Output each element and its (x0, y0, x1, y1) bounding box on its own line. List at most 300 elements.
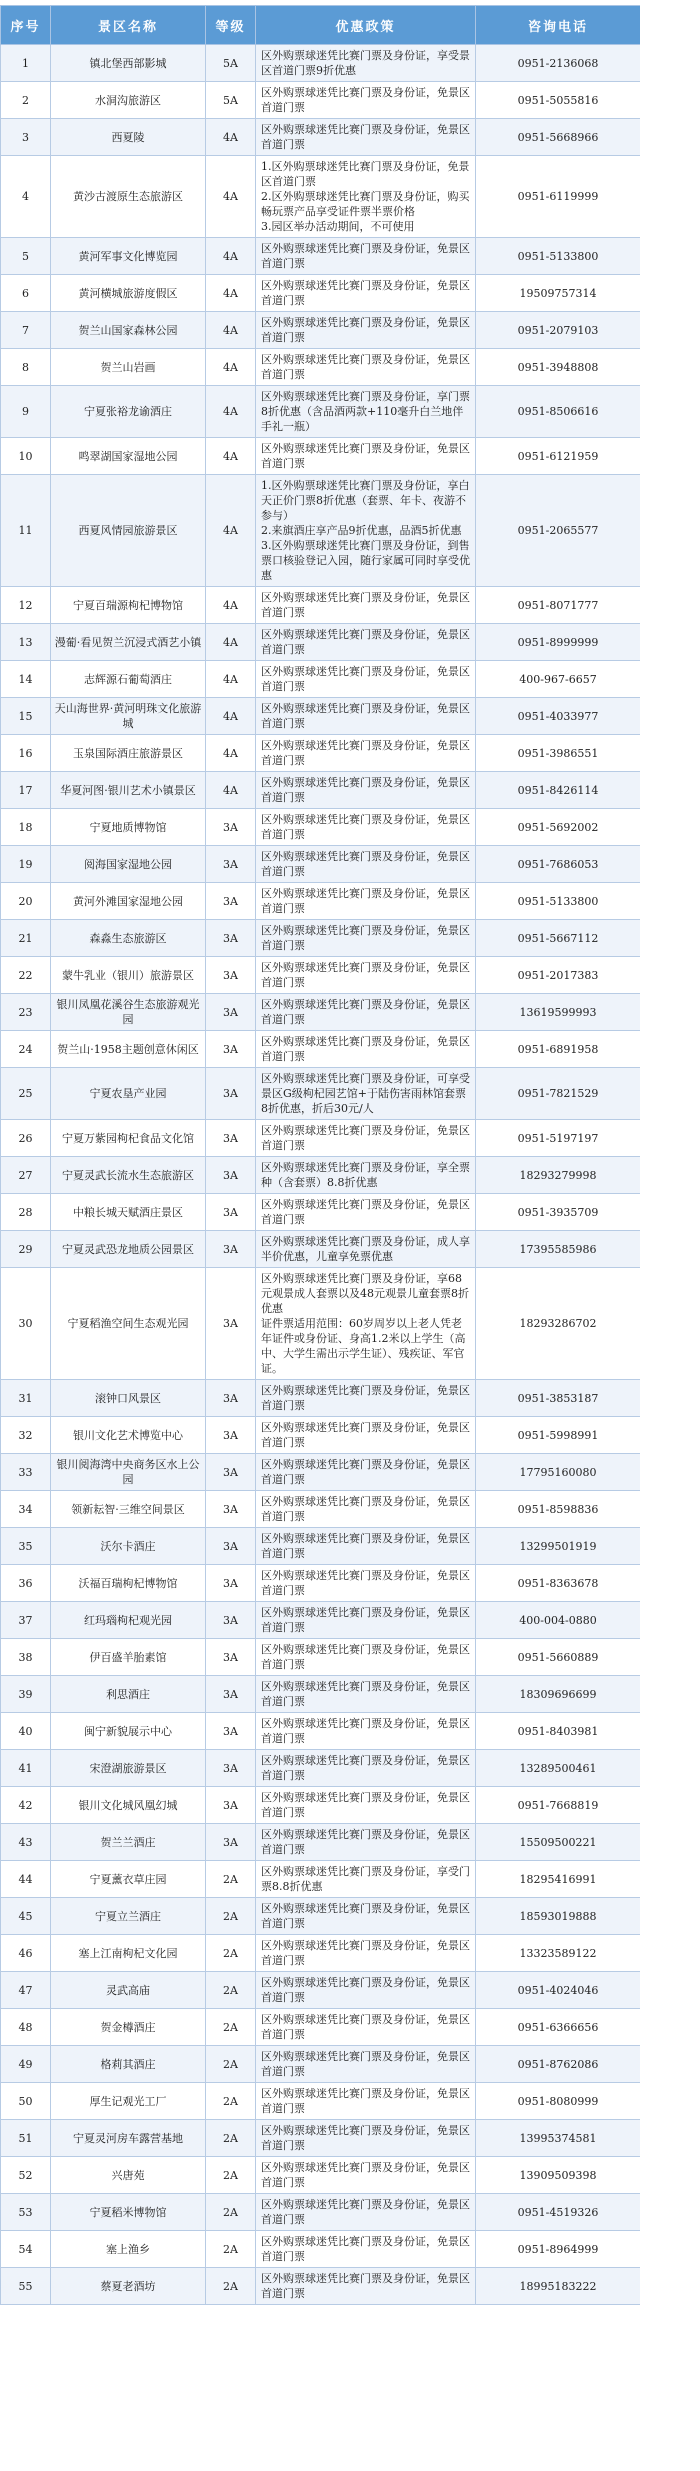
level-cell: 3A (206, 920, 256, 957)
scenic-name-cell: 宁夏薰衣草庄园 (51, 1861, 206, 1898)
phone-cell: 0951-5667112 (476, 920, 641, 957)
row-number-cell: 11 (1, 475, 51, 587)
policy-cell: 区外购票球迷凭比赛门票及身份证，免景区首道门票 (256, 1565, 476, 1602)
table-row (1, 475, 641, 587)
policy-cell: 区外购票球迷凭比赛门票及身份证，免景区首道门票 (256, 1454, 476, 1491)
table-row (1, 156, 641, 238)
row-number-cell: 38 (1, 1639, 51, 1676)
phone-cell: 0951-2136068 (476, 45, 641, 82)
policy-cell: 区外购票球迷凭比赛门票及身份证，享全票种（含套票）8.8折优惠 (256, 1157, 476, 1194)
scenic-name-cell: 宁夏立兰酒庄 (51, 1898, 206, 1935)
table-row (1, 957, 641, 994)
row-number-cell: 40 (1, 1713, 51, 1750)
row-number-cell: 36 (1, 1565, 51, 1602)
scenic-name-cell: 利思酒庄 (51, 1676, 206, 1713)
scenic-name-cell: 蔡夏老酒坊 (51, 2268, 206, 2305)
phone-cell: 17395585986 (476, 1231, 641, 1268)
level-cell: 2A (206, 2268, 256, 2305)
row-number-cell: 23 (1, 994, 51, 1031)
table-row (1, 82, 641, 119)
scenic-name-cell: 贺金樽酒庄 (51, 2009, 206, 2046)
table-row (1, 45, 641, 82)
level-cell: 2A (206, 1861, 256, 1898)
phone-cell: 18593019888 (476, 1898, 641, 1935)
policy-cell: 区外购票球迷凭比赛门票及身份证，免景区首道门票 (256, 624, 476, 661)
level-cell: 3A (206, 1417, 256, 1454)
level-cell: 3A (206, 1602, 256, 1639)
level-cell: 3A (206, 1454, 256, 1491)
level-cell: 2A (206, 2120, 256, 2157)
scenic-name-cell: 宁夏灵河房车露营基地 (51, 2120, 206, 2157)
phone-cell: 13619599993 (476, 994, 641, 1031)
row-number-cell: 17 (1, 772, 51, 809)
policy-cell: 区外购票球迷凭比赛门票及身份证，免景区首道门票 (256, 438, 476, 475)
policy-cell: 区外购票球迷凭比赛门票及身份证，免景区首道门票 (256, 698, 476, 735)
phone-cell: 0951-4519326 (476, 2194, 641, 2231)
phone-cell: 19509757314 (476, 275, 641, 312)
policy-cell: 区外购票球迷凭比赛门票及身份证，免景区首道门票 (256, 735, 476, 772)
row-number-cell: 28 (1, 1194, 51, 1231)
scenic-name-cell: 玉泉国际酒庄旅游景区 (51, 735, 206, 772)
row-number-cell: 19 (1, 846, 51, 883)
row-number-cell: 42 (1, 1787, 51, 1824)
scenic-name-cell: 黄河横城旅游度假区 (51, 275, 206, 312)
policy-cell: 区外购票球迷凭比赛门票及身份证，免景区首道门票 (256, 1491, 476, 1528)
level-cell: 3A (206, 1268, 256, 1380)
scenic-name-cell: 西夏风情园旅游景区 (51, 475, 206, 587)
scenic-name-cell: 宁夏万紫园枸杞食品文化馆 (51, 1120, 206, 1157)
phone-cell: 0951-6366656 (476, 2009, 641, 2046)
scenic-name-cell: 闽宁新貌展示中心 (51, 1713, 206, 1750)
row-number-cell: 13 (1, 624, 51, 661)
header-policy: 优惠政策 (256, 6, 476, 45)
row-number-cell: 33 (1, 1454, 51, 1491)
level-cell: 2A (206, 2083, 256, 2120)
level-cell: 3A (206, 1787, 256, 1824)
row-number-cell: 52 (1, 2157, 51, 2194)
table-row (1, 1454, 641, 1491)
row-number-cell: 6 (1, 275, 51, 312)
table-row (1, 1713, 641, 1750)
level-cell: 2A (206, 1972, 256, 2009)
policy-cell: 1.区外购票球迷凭比赛门票及身份证，享白天正价门票8折优惠（套票、年卡、夜游不参与） 2.来旗酒庄享产品9折优惠，品酒5折优惠 3.区外购票球迷凭比赛门票及身份证，到售票口核验登记入园，随行家属可同时享受优惠 (256, 475, 476, 587)
phone-cell: 0951-7686053 (476, 846, 641, 883)
phone-cell: 13289500461 (476, 1750, 641, 1787)
phone-cell: 400-004-0880 (476, 1602, 641, 1639)
policy-cell: 区外购票球迷凭比赛门票及身份证，免景区首道门票 (256, 1639, 476, 1676)
row-number-cell: 5 (1, 238, 51, 275)
table-row (1, 1120, 641, 1157)
phone-cell: 0951-5998991 (476, 1417, 641, 1454)
level-cell: 2A (206, 2157, 256, 2194)
level-cell: 5A (206, 82, 256, 119)
table-row (1, 1268, 641, 1380)
row-number-cell: 53 (1, 2194, 51, 2231)
scenic-name-cell: 沃尔卡酒庄 (51, 1528, 206, 1565)
scenic-name-cell: 志辉源石葡萄酒庄 (51, 661, 206, 698)
phone-cell: 0951-5133800 (476, 238, 641, 275)
table-row (1, 883, 641, 920)
policy-cell: 区外购票球迷凭比赛门票及身份证，免景区首道门票 (256, 2268, 476, 2305)
table-row (1, 349, 641, 386)
phone-cell: 0951-2065577 (476, 475, 641, 587)
policy-cell: 区外购票球迷凭比赛门票及身份证，免景区首道门票 (256, 275, 476, 312)
phone-cell: 18309696699 (476, 1676, 641, 1713)
table-row (1, 809, 641, 846)
scenic-name-cell: 宁夏张裕龙谕酒庄 (51, 386, 206, 438)
scenic-name-cell: 天山海世界·黄河明珠文化旅游城 (51, 698, 206, 735)
level-cell: 3A (206, 1565, 256, 1602)
policy-cell: 区外购票球迷凭比赛门票及身份证，免景区首道门票 (256, 312, 476, 349)
phone-cell: 0951-8363678 (476, 1565, 641, 1602)
header-row (1, 6, 641, 45)
phone-cell: 0951-5660889 (476, 1639, 641, 1676)
phone-cell: 0951-8403981 (476, 1713, 641, 1750)
row-number-cell: 50 (1, 2083, 51, 2120)
header-no: 序号 (1, 6, 51, 45)
phone-cell: 18995183222 (476, 2268, 641, 2305)
scenic-name-cell: 宁夏百瑞源枸杞博物馆 (51, 587, 206, 624)
level-cell: 4A (206, 661, 256, 698)
policy-cell: 区外购票球迷凭比赛门票及身份证，免景区首道门票 (256, 1713, 476, 1750)
row-number-cell: 26 (1, 1120, 51, 1157)
table-row (1, 2083, 641, 2120)
policy-cell: 区外购票球迷凭比赛门票及身份证，免景区首道门票 (256, 1417, 476, 1454)
row-number-cell: 24 (1, 1031, 51, 1068)
level-cell: 2A (206, 2046, 256, 2083)
policy-cell: 区外购票球迷凭比赛门票及身份证，免景区首道门票 (256, 1194, 476, 1231)
table-row (1, 1417, 641, 1454)
scenic-name-cell: 鸣翠湖国家湿地公园 (51, 438, 206, 475)
level-cell: 3A (206, 1380, 256, 1417)
level-cell: 4A (206, 735, 256, 772)
level-cell: 4A (206, 772, 256, 809)
level-cell: 2A (206, 2231, 256, 2268)
table-row (1, 1935, 641, 1972)
scenic-name-cell: 格莉其酒庄 (51, 2046, 206, 2083)
row-number-cell: 35 (1, 1528, 51, 1565)
table-row (1, 772, 641, 809)
table-row (1, 735, 641, 772)
table-row (1, 1787, 641, 1824)
row-number-cell: 3 (1, 119, 51, 156)
table-header (1, 6, 641, 45)
policy-cell: 区外购票球迷凭比赛门票及身份证，免景区首道门票 (256, 1935, 476, 1972)
level-cell: 3A (206, 1068, 256, 1120)
scenic-name-cell: 漫葡·看见贺兰沉浸式酒艺小镇 (51, 624, 206, 661)
table-row (1, 275, 641, 312)
table-row (1, 238, 641, 275)
policy-cell: 区外购票球迷凭比赛门票及身份证，免景区首道门票 (256, 1031, 476, 1068)
phone-cell: 0951-3935709 (476, 1194, 641, 1231)
table-row (1, 1157, 641, 1194)
scenic-name-cell: 灵武高庙 (51, 1972, 206, 2009)
policy-cell: 1.区外购票球迷凭比赛门票及身份证，免景区首道门票 2.区外购票球迷凭比赛门票及身份证，购买畅玩票产品享受证件票半票价格 3.园区举办活动期间，不可使用 (256, 156, 476, 238)
scenic-name-cell: 宁夏灵武长流水生态旅游区 (51, 1157, 206, 1194)
policy-cell: 区外购票球迷凭比赛门票及身份证，免景区首道门票 (256, 957, 476, 994)
scenic-name-cell: 银川阅海湾中央商务区水上公园 (51, 1454, 206, 1491)
table-row (1, 1824, 641, 1861)
row-number-cell: 55 (1, 2268, 51, 2305)
scenic-name-cell: 银川凤凰花溪谷生态旅游观光园 (51, 994, 206, 1031)
phone-cell: 400-967-6657 (476, 661, 641, 698)
row-number-cell: 8 (1, 349, 51, 386)
table-row (1, 2194, 641, 2231)
row-number-cell: 46 (1, 1935, 51, 1972)
level-cell: 2A (206, 1935, 256, 1972)
table-row (1, 1639, 641, 1676)
level-cell: 3A (206, 1120, 256, 1157)
scenic-name-cell: 贺兰山岩画 (51, 349, 206, 386)
scenic-name-cell: 华夏河图·银川艺术小镇景区 (51, 772, 206, 809)
policy-cell: 区外购票球迷凭比赛门票及身份证，免景区首道门票 (256, 1602, 476, 1639)
policy-cell: 区外购票球迷凭比赛门票及身份证，免景区首道门票 (256, 846, 476, 883)
phone-cell: 0951-5668966 (476, 119, 641, 156)
phone-cell: 0951-6891958 (476, 1031, 641, 1068)
phone-cell: 0951-6119999 (476, 156, 641, 238)
policy-cell: 区外购票球迷凭比赛门票及身份证，享门票8折优惠（含品酒两款+110毫升白兰地伴手礼一瓶） (256, 386, 476, 438)
phone-cell: 13299501919 (476, 1528, 641, 1565)
level-cell: 4A (206, 312, 256, 349)
row-number-cell: 27 (1, 1157, 51, 1194)
row-number-cell: 18 (1, 809, 51, 846)
scenic-name-cell: 宁夏农垦产业园 (51, 1068, 206, 1120)
table-row (1, 2268, 641, 2305)
level-cell: 2A (206, 1898, 256, 1935)
phone-cell: 13995374581 (476, 2120, 641, 2157)
row-number-cell: 9 (1, 386, 51, 438)
level-cell: 3A (206, 1713, 256, 1750)
table-row (1, 1602, 641, 1639)
scenic-name-cell: 森淼生态旅游区 (51, 920, 206, 957)
level-cell: 4A (206, 275, 256, 312)
scenic-name-cell: 伊百盛羊胎素馆 (51, 1639, 206, 1676)
row-number-cell: 20 (1, 883, 51, 920)
scenic-name-cell: 贺兰兰酒庄 (51, 1824, 206, 1861)
row-number-cell: 4 (1, 156, 51, 238)
scenic-name-cell: 领新耘智·三维空间景区 (51, 1491, 206, 1528)
policy-cell: 区外购票球迷凭比赛门票及身份证，免景区首道门票 (256, 920, 476, 957)
row-number-cell: 22 (1, 957, 51, 994)
level-cell: 4A (206, 386, 256, 438)
level-cell: 3A (206, 1639, 256, 1676)
row-number-cell: 54 (1, 2231, 51, 2268)
level-cell: 2A (206, 2009, 256, 2046)
scenic-name-cell: 沃福百瑞枸杞博物馆 (51, 1565, 206, 1602)
row-number-cell: 51 (1, 2120, 51, 2157)
level-cell: 3A (206, 846, 256, 883)
policy-cell: 区外购票球迷凭比赛门票及身份证，免景区首道门票 (256, 1120, 476, 1157)
table-row (1, 1380, 641, 1417)
policy-cell: 区外购票球迷凭比赛门票及身份证，免景区首道门票 (256, 809, 476, 846)
header-name: 景区名称 (51, 6, 206, 45)
phone-cell: 0951-4024046 (476, 1972, 641, 2009)
phone-cell: 0951-8964999 (476, 2231, 641, 2268)
scenic-name-cell: 银川文化艺术博览中心 (51, 1417, 206, 1454)
policy-cell: 区外购票球迷凭比赛门票及身份证，免景区首道门票 (256, 349, 476, 386)
level-cell: 3A (206, 1676, 256, 1713)
right-margin (640, 5, 700, 2471)
policy-cell: 区外购票球迷凭比赛门票及身份证，享受景区首道门票9折优惠 (256, 45, 476, 82)
row-number-cell: 41 (1, 1750, 51, 1787)
policy-cell: 区外购票球迷凭比赛门票及身份证，免景区首道门票 (256, 587, 476, 624)
row-number-cell: 47 (1, 1972, 51, 2009)
level-cell: 3A (206, 1231, 256, 1268)
row-number-cell: 45 (1, 1898, 51, 1935)
level-cell: 4A (206, 475, 256, 587)
policy-cell: 区外购票球迷凭比赛门票及身份证，免景区首道门票 (256, 2120, 476, 2157)
policy-cell: 区外购票球迷凭比赛门票及身份证，免景区首道门票 (256, 1528, 476, 1565)
row-number-cell: 12 (1, 587, 51, 624)
table-row (1, 661, 641, 698)
table-row (1, 846, 641, 883)
level-cell: 3A (206, 1194, 256, 1231)
row-number-cell: 48 (1, 2009, 51, 2046)
row-number-cell: 44 (1, 1861, 51, 1898)
policy-cell: 区外购票球迷凭比赛门票及身份证，免景区首道门票 (256, 2046, 476, 2083)
policy-cell: 区外购票球迷凭比赛门票及身份证，免景区首道门票 (256, 772, 476, 809)
row-number-cell: 10 (1, 438, 51, 475)
table-row (1, 994, 641, 1031)
policy-cell: 区外购票球迷凭比赛门票及身份证，免景区首道门票 (256, 883, 476, 920)
level-cell: 4A (206, 156, 256, 238)
row-number-cell: 34 (1, 1491, 51, 1528)
phone-cell: 17795160080 (476, 1454, 641, 1491)
phone-cell: 0951-5133800 (476, 883, 641, 920)
level-cell: 4A (206, 698, 256, 735)
level-cell: 4A (206, 119, 256, 156)
phone-cell: 0951-2017383 (476, 957, 641, 994)
phone-cell: 0951-8071777 (476, 587, 641, 624)
phone-cell: 0951-6121959 (476, 438, 641, 475)
table-row (1, 920, 641, 957)
table-row (1, 1861, 641, 1898)
row-number-cell: 31 (1, 1380, 51, 1417)
level-cell: 5A (206, 45, 256, 82)
row-number-cell: 2 (1, 82, 51, 119)
row-number-cell: 49 (1, 2046, 51, 2083)
phone-cell: 0951-3948808 (476, 349, 641, 386)
phone-cell: 0951-7821529 (476, 1068, 641, 1120)
table-row (1, 698, 641, 735)
phone-cell: 13323589122 (476, 1935, 641, 1972)
table-row (1, 2009, 641, 2046)
table-row (1, 438, 641, 475)
table-row (1, 1231, 641, 1268)
table-row (1, 312, 641, 349)
scenic-name-cell: 兴唐苑 (51, 2157, 206, 2194)
row-number-cell: 30 (1, 1268, 51, 1380)
phone-cell: 0951-2079103 (476, 312, 641, 349)
policy-cell: 区外购票球迷凭比赛门票及身份证，免景区首道门票 (256, 1380, 476, 1417)
policy-cell: 区外购票球迷凭比赛门票及身份证，免景区首道门票 (256, 2157, 476, 2194)
level-cell: 3A (206, 994, 256, 1031)
policy-cell: 区外购票球迷凭比赛门票及身份证，免景区首道门票 (256, 1824, 476, 1861)
scenic-name-cell: 塞上渔乡 (51, 2231, 206, 2268)
policy-cell: 区外购票球迷凭比赛门票及身份证，免景区首道门票 (256, 1676, 476, 1713)
level-cell: 2A (206, 2194, 256, 2231)
table-row (1, 624, 641, 661)
scenic-name-cell: 宁夏稻渔空间生态观光园 (51, 1268, 206, 1380)
phone-cell: 0951-5055816 (476, 82, 641, 119)
phone-cell: 15509500221 (476, 1824, 641, 1861)
scenic-name-cell: 水洞沟旅游区 (51, 82, 206, 119)
phone-cell: 0951-4033977 (476, 698, 641, 735)
phone-cell: 13909509398 (476, 2157, 641, 2194)
policy-cell: 区外购票球迷凭比赛门票及身份证，免景区首道门票 (256, 82, 476, 119)
table-row (1, 2120, 641, 2157)
row-number-cell: 29 (1, 1231, 51, 1268)
scenic-name-cell: 银川文化城风凰幻城 (51, 1787, 206, 1824)
row-number-cell: 14 (1, 661, 51, 698)
scenic-name-cell: 贺兰山国家森林公园 (51, 312, 206, 349)
table-row (1, 1528, 641, 1565)
scenic-name-cell: 滚钟口风景区 (51, 1380, 206, 1417)
scenic-discount-table (0, 5, 641, 2305)
scenic-name-cell: 黄沙古渡原生态旅游区 (51, 156, 206, 238)
scenic-name-cell: 塞上江南枸杞文化园 (51, 1935, 206, 1972)
scenic-name-cell: 镇北堡西部影城 (51, 45, 206, 82)
table-row (1, 1068, 641, 1120)
level-cell: 4A (206, 438, 256, 475)
level-cell: 3A (206, 1031, 256, 1068)
level-cell: 3A (206, 809, 256, 846)
header-phone: 咨询电话 (476, 6, 641, 45)
table-row (1, 1972, 641, 2009)
phone-cell: 0951-8999999 (476, 624, 641, 661)
level-cell: 3A (206, 1491, 256, 1528)
phone-cell: 0951-8506616 (476, 386, 641, 438)
policy-cell: 区外购票球迷凭比赛门票及身份证，成人享半价优惠，儿童享免票优惠 (256, 1231, 476, 1268)
policy-cell: 区外购票球迷凭比赛门票及身份证，免景区首道门票 (256, 119, 476, 156)
level-cell: 3A (206, 1157, 256, 1194)
policy-cell: 区外购票球迷凭比赛门票及身份证，免景区首道门票 (256, 661, 476, 698)
scenic-name-cell: 中粮长城天赋酒庄景区 (51, 1194, 206, 1231)
scenic-name-cell: 宋澄湖旅游景区 (51, 1750, 206, 1787)
table-row (1, 1491, 641, 1528)
policy-cell: 区外购票球迷凭比赛门票及身份证，享68元观景成人套票以及48元观景儿童套票8折优惠 证件票适用范围：60岁周岁以上老人凭老年证件或身份证、身高1.2米以上学生（高中、大学生需出示学生证）、残疾证、军官证。 (256, 1268, 476, 1380)
level-cell: 4A (206, 624, 256, 661)
level-cell: 4A (206, 238, 256, 275)
policy-cell: 区外购票球迷凭比赛门票及身份证，免景区首道门票 (256, 1787, 476, 1824)
policy-cell: 区外购票球迷凭比赛门票及身份证，免景区首道门票 (256, 994, 476, 1031)
policy-cell: 区外购票球迷凭比赛门票及身份证，免景区首道门票 (256, 2009, 476, 2046)
level-cell: 3A (206, 1824, 256, 1861)
phone-cell: 0951-5692002 (476, 809, 641, 846)
level-cell: 4A (206, 349, 256, 386)
policy-cell: 区外购票球迷凭比赛门票及身份证，免景区首道门票 (256, 1972, 476, 2009)
policy-cell: 区外购票球迷凭比赛门票及身份证，免景区首道门票 (256, 1898, 476, 1935)
phone-cell: 0951-8762086 (476, 2046, 641, 2083)
phone-cell: 0951-8598836 (476, 1491, 641, 1528)
level-cell: 3A (206, 1528, 256, 1565)
table-row (1, 1898, 641, 1935)
table-row (1, 1194, 641, 1231)
policy-cell: 区外购票球迷凭比赛门票及身份证，享受门票8.8折优惠 (256, 1861, 476, 1898)
row-number-cell: 37 (1, 1602, 51, 1639)
policy-cell: 区外购票球迷凭比赛门票及身份证，免景区首道门票 (256, 1750, 476, 1787)
table-row (1, 2157, 641, 2194)
table-row (1, 1031, 641, 1068)
scenic-name-cell: 宁夏灵武恐龙地质公园景区 (51, 1231, 206, 1268)
policy-cell: 区外购票球迷凭比赛门票及身份证，免景区首道门票 (256, 238, 476, 275)
level-cell: 4A (206, 587, 256, 624)
phone-cell: 0951-3986551 (476, 735, 641, 772)
table-body (1, 45, 641, 2305)
policy-cell: 区外购票球迷凭比赛门票及身份证，免景区首道门票 (256, 2083, 476, 2120)
row-number-cell: 16 (1, 735, 51, 772)
table-row (1, 2231, 641, 2268)
